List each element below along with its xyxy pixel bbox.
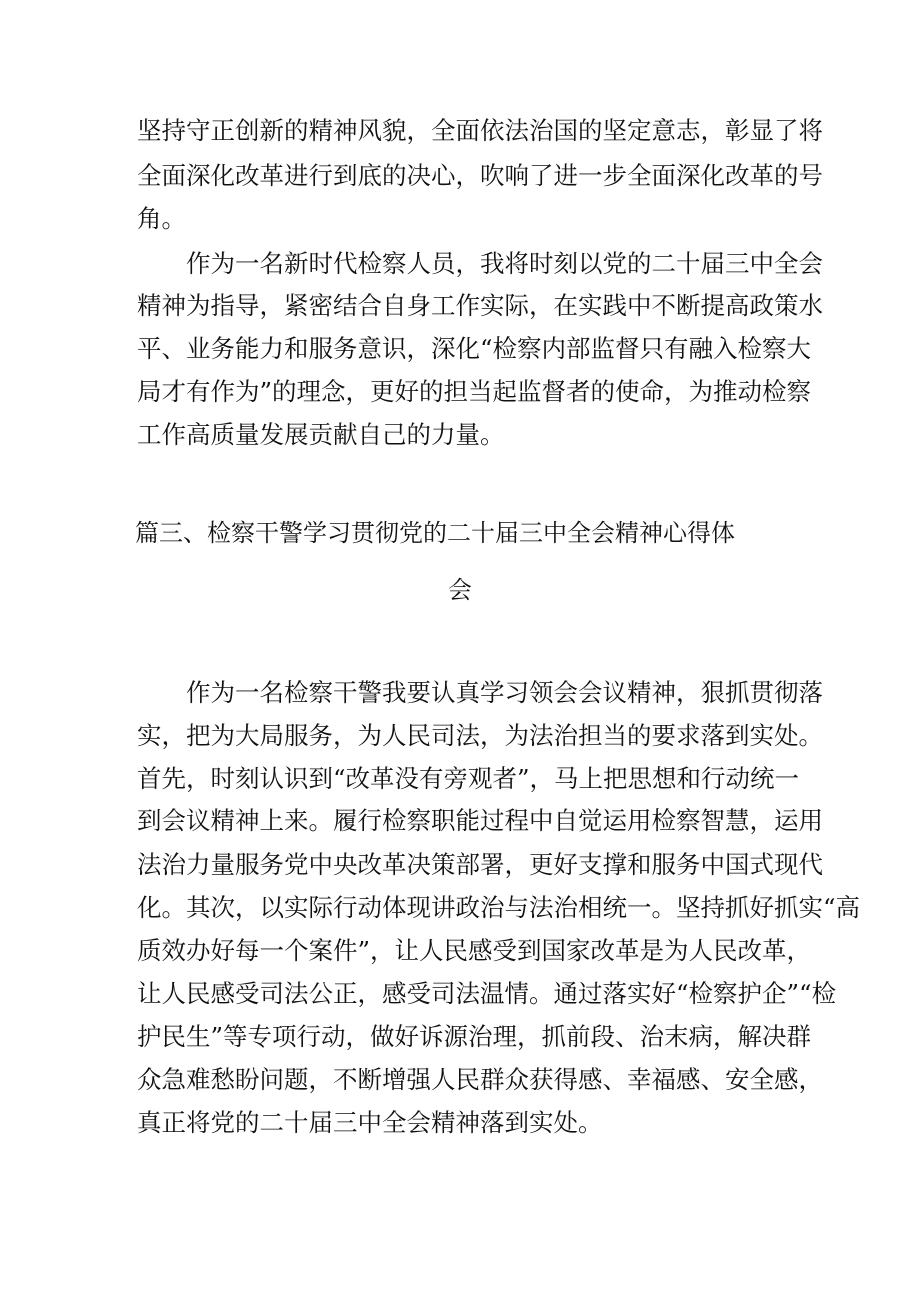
paragraph-3-line-1: 作为一名检察干警我要认真学习领会会议精神，狠抓贯彻落 bbox=[186, 678, 823, 707]
paragraph-3-line-6: 化。其次，以实际行动体现讲政治与法治相统一。坚持抓好抓实“高 bbox=[137, 893, 861, 922]
paragraph-3-line-10: 众急难愁盼问题，不断增强人民群众获得感、幸福感、安全感， bbox=[137, 1065, 823, 1094]
paragraph-3-line-2: 实，把为大局服务，为人民司法，为法治担当的要求落到实处。 bbox=[137, 721, 823, 750]
paragraph-2-line-4: 局才有作为”的理念，更好的担当起监督者的使命，为推动检察 bbox=[137, 377, 812, 406]
paragraph-1-line-2: 全面深化改革进行到底的决心，吹响了进一步全面深化改革的号 bbox=[137, 161, 823, 190]
paragraph-1-line-1: 坚持守正创新的精神风貌，全面依法治国的坚定意志，彰显了将 bbox=[137, 116, 823, 145]
paragraph-3-line-8: 让人民感受司法公正，感受司法温情。通过落实好“检察护企”“检 bbox=[137, 979, 837, 1008]
paragraph-2-line-3: 平、业务能力和服务意识，深化“检察内部监督只有融入检察大 bbox=[137, 334, 812, 363]
paragraph-2-line-2: 精神为指导，紧密结合自身工作实际，在实践中不断提高政策水 bbox=[137, 291, 823, 320]
paragraph-3-line-5: 法治力量服务党中央改革决策部署，更好支撑和服务中国式现代 bbox=[137, 850, 823, 879]
paragraph-3-line-11: 真正将党的二十届三中全会精神落到实处。 bbox=[137, 1108, 603, 1137]
section-heading-line-2: 会 bbox=[448, 576, 472, 604]
paragraph-2-line-1: 作为一名新时代检察人员，我将时刻以党的二十届三中全会 bbox=[186, 249, 823, 278]
paragraph-3-line-4: 到会议精神上来。履行检察职能过程中自觉运用检察智慧，运用 bbox=[137, 806, 823, 835]
paragraph-2-line-5: 工作高质量发展贡献自己的力量。 bbox=[137, 420, 505, 449]
paragraph-3-line-7: 质效办好每一个案件”，让人民感受到国家改革是为人民改革， bbox=[137, 936, 812, 965]
paragraph-1-line-3: 角。 bbox=[137, 204, 186, 233]
paragraph-3-line-9: 护民生”等专项行动，做好诉源治理，抓前段、治末病，解决群 bbox=[137, 1022, 812, 1051]
paragraph-3-line-3: 首先，时刻认识到“改革没有旁观者”，马上把思想和行动统一 bbox=[137, 764, 800, 793]
section-heading-line-1: 篇三、检察干警学习贯彻党的二十届三中全会精神心得体 bbox=[135, 519, 735, 547]
